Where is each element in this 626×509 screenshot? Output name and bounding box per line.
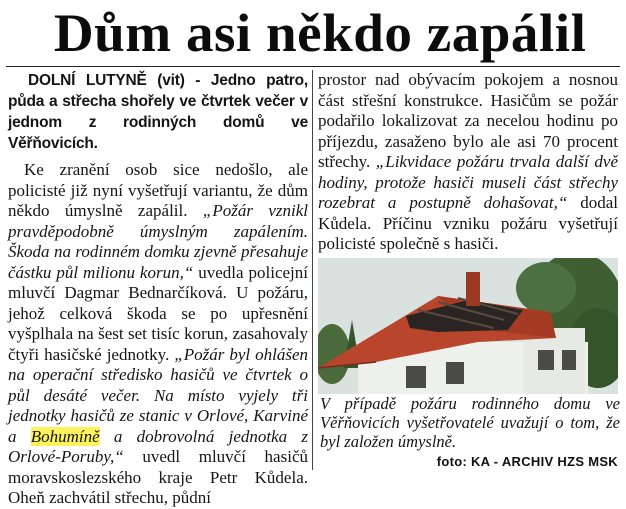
- body-paragraph: [8, 160, 308, 509]
- dateline: DOLNÍ LUTYNĚ (vit) -: [28, 72, 201, 89]
- column-divider: [312, 70, 313, 470]
- house-illustration: [318, 258, 618, 394]
- body-text: prostor nad obývacím pokojem a nosnou část střešní konstrukce. Hasičům se požár podařilo lokalizovat za necelou hodinu po příjezdu, zasaženo bylo ale asi 70 procent střechy.: [318, 70, 618, 171]
- photo-credit: foto: KA - ARCHIV HZS MSK: [436, 454, 618, 469]
- body-text: Ke zranění osob sice nedošlo, ale policisté již nyní vyšetřují variantu, že dům někdo úmyslně zapálil.: [8, 160, 308, 220]
- house-fire-photo: [318, 258, 618, 394]
- quote-police: „Požár vznikl pravděpodobně úmyslným zapálením. Škoda na rodinném domku zjevně přesahuje částku půl milionu korun,“: [8, 201, 308, 282]
- lead-text: Jedno patro, půda a střecha shořely ve čtvrtek večer v jednom z rodinných domů ve Věřňovicích.: [8, 72, 308, 152]
- headline: Dům asi někdo zapálil: [53, 3, 587, 63]
- quote-firefighters: „Požár byl ohlášen na operační středisko hasičů ve čtvrtek o půl desáté večer. Na místo vyjely tři jednotky hasičů ze stanic v Orlové, Karviné a Bohumíně a dobrovolná jednotka z Orlové-Poruby,“: [8, 344, 309, 466]
- body-text: uvedl mluvčí hasičů moravskoslezského kraje Petr Kůdela. Oheň zachvátil střechu, půdní: [8, 447, 308, 507]
- right-column: [318, 70, 618, 255]
- highlighted-word: Bohumíně: [30, 426, 100, 446]
- quote-kudela: „Likvidace požáru trvala další dvě hodiny, protože hasiči museli část střechy rozebrat a postupně dohašovat,“: [318, 152, 618, 212]
- photo-caption: V případě požáru rodinného domu ve Věřňovicích vyšetřovatelé uvažují o tom, že byl založen úmyslně.: [320, 394, 620, 451]
- body-paragraph-continued: [318, 70, 618, 255]
- left-column: [8, 70, 308, 509]
- top-rule: [6, 66, 620, 67]
- body-text: uvedla policejní mluvčí Dagmar Bednarčíková. U požáru, jehož celková škoda se po upřesnění vyšplhala na šest set tisíc korun, zasahovaly čtyři hasičské jednotky.: [8, 262, 308, 364]
- lead-paragraph: [8, 70, 308, 154]
- body-text: dodal Kůdela. Příčinu vzniku požáru vyšetřují policisté společně s hasiči.: [318, 193, 618, 253]
